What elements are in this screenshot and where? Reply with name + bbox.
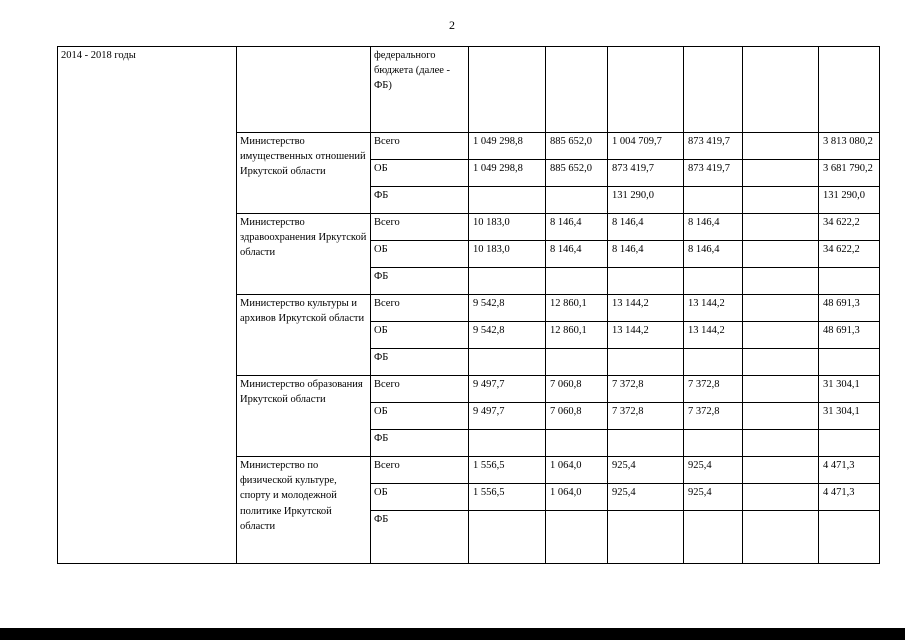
value-2017-cell: 925,4 [684,457,743,484]
value-2018-cell [743,268,819,295]
value-2017-cell [684,430,743,457]
value-2017-cell: 873 419,7 [684,133,743,160]
value-2016-cell: 925,4 [608,457,684,484]
value-2017-cell [684,268,743,295]
value-2017-cell: 13 144,2 [684,295,743,322]
value-2014-cell: 9 542,8 [469,322,546,349]
value-2016-cell [608,430,684,457]
total-cell: 131 290,0 [819,187,880,214]
value-2015-cell [546,430,608,457]
source-type-cell: Всего [371,295,469,322]
source-type-cell: ФБ [371,187,469,214]
funding-table [57,46,880,564]
value-2016-cell: 7 372,8 [608,376,684,403]
table-cell [237,47,371,133]
value-2015-cell: 885 652,0 [546,160,608,187]
value-2015-cell: 1 064,0 [546,484,608,511]
source-type-cell: Всего [371,376,469,403]
value-2015-cell [546,187,608,214]
value-2017-cell [684,349,743,376]
total-cell [819,349,880,376]
value-2016-cell: 8 146,4 [608,241,684,268]
value-2017-cell: 7 372,8 [684,403,743,430]
value-2015-cell [546,511,608,564]
source-type-cell: ОБ [371,484,469,511]
value-2015-cell: 1 064,0 [546,457,608,484]
total-cell [819,511,880,564]
value-2016-cell: 1 004 709,7 [608,133,684,160]
value-2016-cell [608,349,684,376]
source-type-cell: ФБ [371,430,469,457]
value-2014-cell: 1 556,5 [469,457,546,484]
value-2014-cell: 9 497,7 [469,376,546,403]
value-2015-cell: 8 146,4 [546,214,608,241]
source-type-cell: Всего [371,133,469,160]
value-2014-cell: 1 049 298,8 [469,133,546,160]
value-2017-cell: 925,4 [684,484,743,511]
value-2018-cell [743,457,819,484]
source-type-cell: ФБ [371,349,469,376]
source-type-cell: ОБ [371,160,469,187]
value-2018-cell [743,187,819,214]
value-2015-cell: 7 060,8 [546,403,608,430]
value-2016-cell: 873 419,7 [608,160,684,187]
ministry-cell: Министерство образования Иркутской области [237,376,371,457]
value-2017-cell: 8 146,4 [684,241,743,268]
value-2017-cell: 873 419,7 [684,160,743,187]
value-2017-cell: 13 144,2 [684,322,743,349]
value-2014-cell [469,349,546,376]
value-2014-cell: 1 049 298,8 [469,160,546,187]
value-2018-cell [743,511,819,564]
value-2015-cell: 7 060,8 [546,376,608,403]
table-cell [469,47,546,133]
ministry-cell: Министерство здравоохранения Иркутской области [237,214,371,295]
value-2017-cell [684,511,743,564]
source-type-cell: ФБ [371,268,469,295]
value-2016-cell: 7 372,8 [608,403,684,430]
value-2014-cell: 10 183,0 [469,241,546,268]
total-cell: 3 681 790,2 [819,160,880,187]
value-2016-cell [608,511,684,564]
value-2015-cell: 12 860,1 [546,322,608,349]
value-2018-cell [743,214,819,241]
source-type-cell: Всего [371,457,469,484]
source-type-cell: ФБ [371,511,469,564]
value-2017-cell: 7 372,8 [684,376,743,403]
table-cell [743,47,819,133]
total-cell [819,430,880,457]
value-2017-cell: 8 146,4 [684,214,743,241]
value-2014-cell [469,430,546,457]
source-type-cell: ОБ [371,403,469,430]
value-2016-cell: 13 144,2 [608,295,684,322]
table-row-intro [58,47,880,133]
total-cell: 3 813 080,2 [819,133,880,160]
total-cell: 4 471,3 [819,484,880,511]
value-2015-cell: 8 146,4 [546,241,608,268]
value-2015-cell: 885 652,0 [546,133,608,160]
value-2016-cell: 8 146,4 [608,214,684,241]
total-cell: 34 622,2 [819,241,880,268]
ministry-cell: Министерство по физической культуре, спорту и молодежной политике Иркутской области [237,457,371,564]
value-2018-cell [743,484,819,511]
total-cell: 34 622,2 [819,214,880,241]
value-2016-cell: 925,4 [608,484,684,511]
value-2018-cell [743,403,819,430]
value-2018-cell [743,322,819,349]
table-cell [819,47,880,133]
value-2018-cell [743,349,819,376]
total-cell: 31 304,1 [819,403,880,430]
value-2018-cell [743,133,819,160]
value-2018-cell [743,295,819,322]
total-cell: 48 691,3 [819,322,880,349]
value-2015-cell [546,349,608,376]
source-type-cell: ОБ [371,241,469,268]
value-2014-cell [469,511,546,564]
value-2017-cell [684,187,743,214]
ministry-cell: Министерство имущественных отношений Иркутской области [237,133,371,214]
total-cell: 48 691,3 [819,295,880,322]
ministry-cell: Министерство культуры и архивов Иркутской области [237,295,371,376]
value-2014-cell: 1 556,5 [469,484,546,511]
value-2014-cell: 9 542,8 [469,295,546,322]
source-type-cell: Всего [371,214,469,241]
table-cell [546,47,608,133]
total-cell [819,268,880,295]
scan-bottom-edge [0,628,905,640]
value-2018-cell [743,160,819,187]
value-2018-cell [743,241,819,268]
value-2018-cell [743,376,819,403]
value-2016-cell [608,268,684,295]
total-cell: 4 471,3 [819,457,880,484]
value-2014-cell [469,187,546,214]
table-cell [684,47,743,133]
value-2014-cell: 10 183,0 [469,214,546,241]
value-2015-cell [546,268,608,295]
page-number: 2 [449,18,455,32]
period-cell: 2014 - 2018 годы [58,47,237,564]
value-2016-cell: 131 290,0 [608,187,684,214]
value-2014-cell [469,268,546,295]
value-2018-cell [743,430,819,457]
value-2015-cell: 12 860,1 [546,295,608,322]
value-2016-cell: 13 144,2 [608,322,684,349]
source-type-cell: ОБ [371,322,469,349]
value-2014-cell: 9 497,7 [469,403,546,430]
source-intro-cell: федерального бюджета (далее - ФБ) [371,47,469,133]
total-cell: 31 304,1 [819,376,880,403]
table-cell [608,47,684,133]
